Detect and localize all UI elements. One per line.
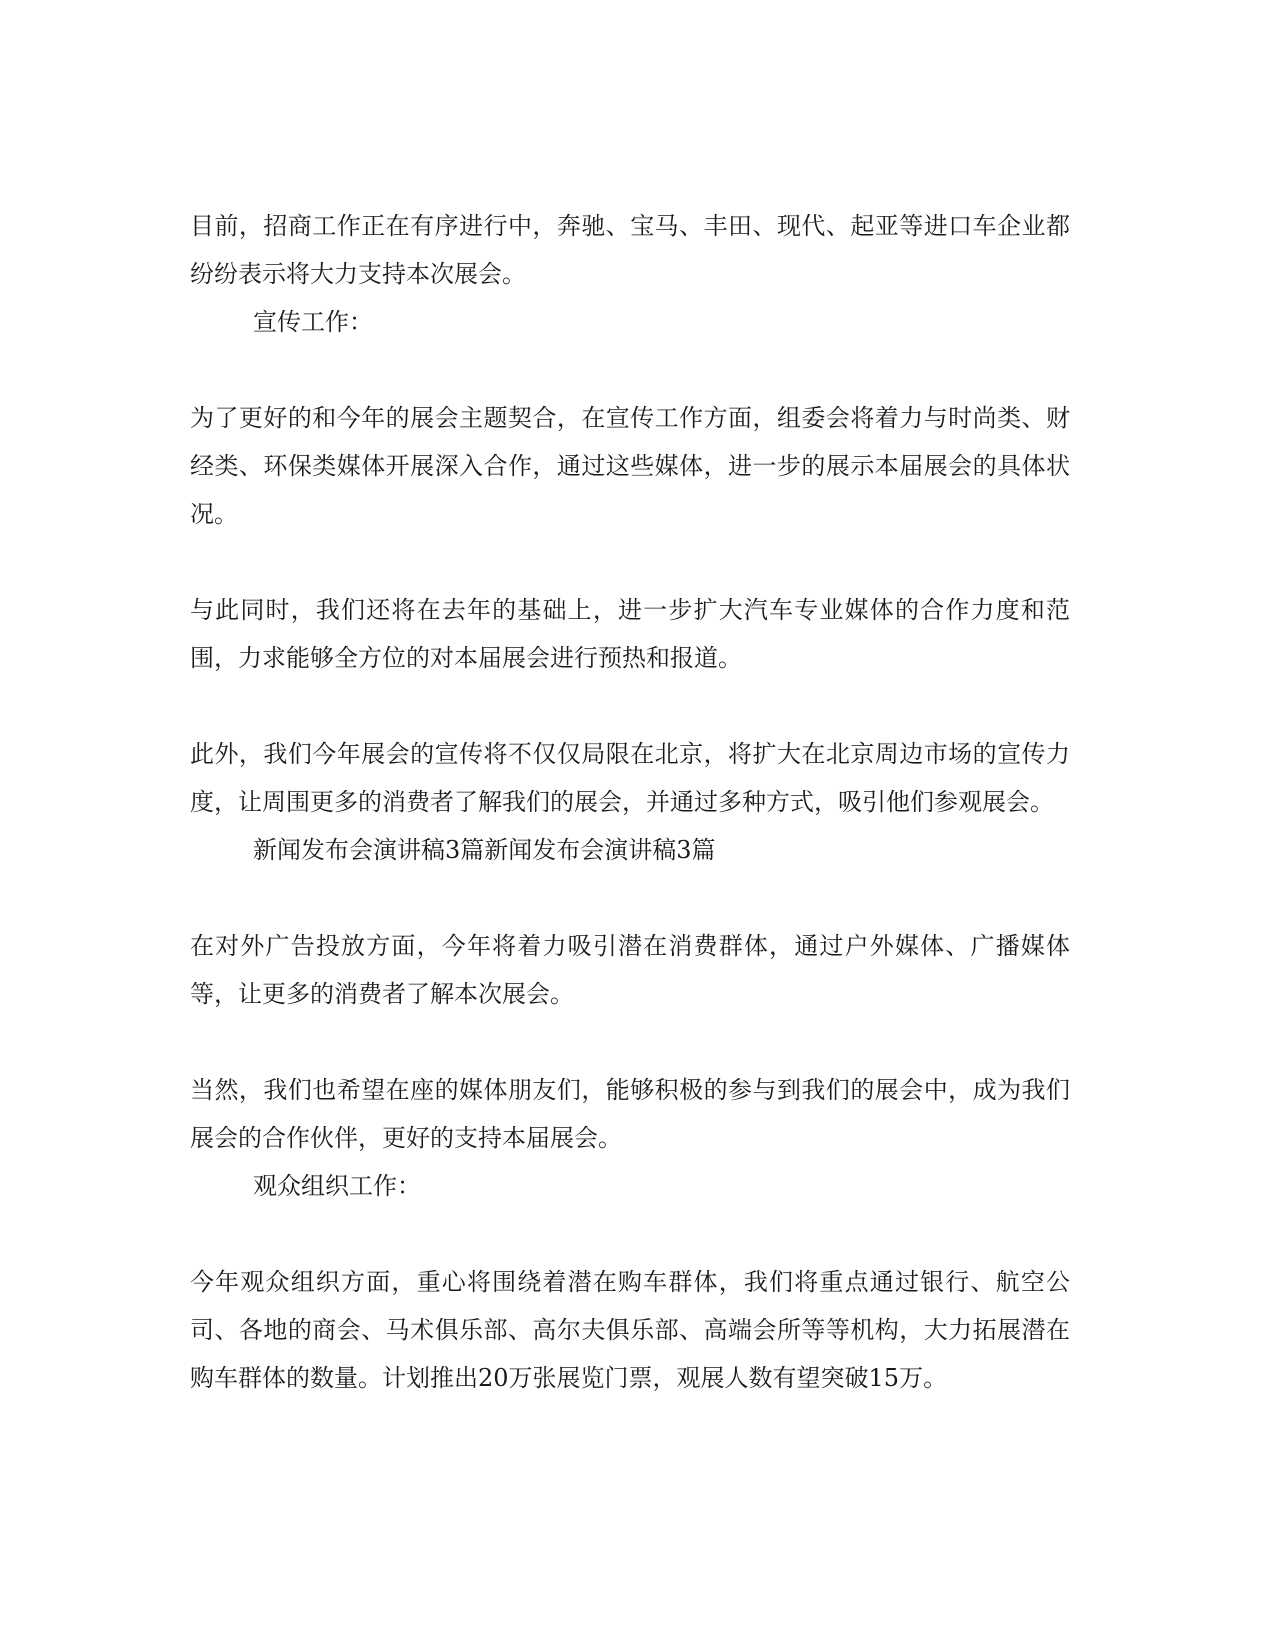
document-body (190, 202, 1070, 1402)
paragraph-auto-media: 与此同时，我们还将在去年的基础上，进一步扩大汽车专业媒体的合作力度和范围，力求能够全方位的对本届展会进行预热和报道。 (190, 596, 1070, 672)
paragraph-media-partners: 当然，我们也希望在座的媒体朋友们，能够积极的参与到我们的展会中，成为我们展会的合作伙伴，更好的支持本届展会。 (190, 1076, 1070, 1152)
paragraph-audience-plan: 今年观众组织方面，重心将围绕着潜在购车群体，我们将重点通过银行、航空公司、各地的商会、马术俱乐部、高尔夫俱乐部、高端会所等等机构，大力拓展潜在购车群体的数量。计划推出20万张展览门票，观展人数有望突破15万。 (190, 1268, 1070, 1392)
heading-press-release: 新闻发布会演讲稿3篇新闻发布会演讲稿3篇 (253, 836, 716, 864)
paragraph-media-cooperation: 为了更好的和今年的展会主题契合，在宣传工作方面，组委会将着力与时尚类、财经类、环保类媒体开展深入合作，通过这些媒体，进一步的展示本届展会的具体状况。 (190, 404, 1070, 528)
heading-publicity: 宣传工作： (253, 308, 373, 336)
paragraph-sponsors: 目前，招商工作正在有序进行中，奔驰、宝马、丰田、现代、起亚等进口车企业都纷纷表示将大力支持本次展会。 (190, 212, 1070, 288)
paragraph-regional-publicity: 此外，我们今年展会的宣传将不仅仅局限在北京，将扩大在北京周边市场的宣传力度，让周围更多的消费者了解我们的展会，并通过多种方式，吸引他们参观展会。 (190, 740, 1070, 816)
paragraph-advertising: 在对外广告投放方面，今年将着力吸引潜在消费群体，通过户外媒体、广播媒体等，让更多的消费者了解本次展会。 (190, 932, 1070, 1008)
heading-audience: 观众组织工作： (253, 1172, 421, 1200)
